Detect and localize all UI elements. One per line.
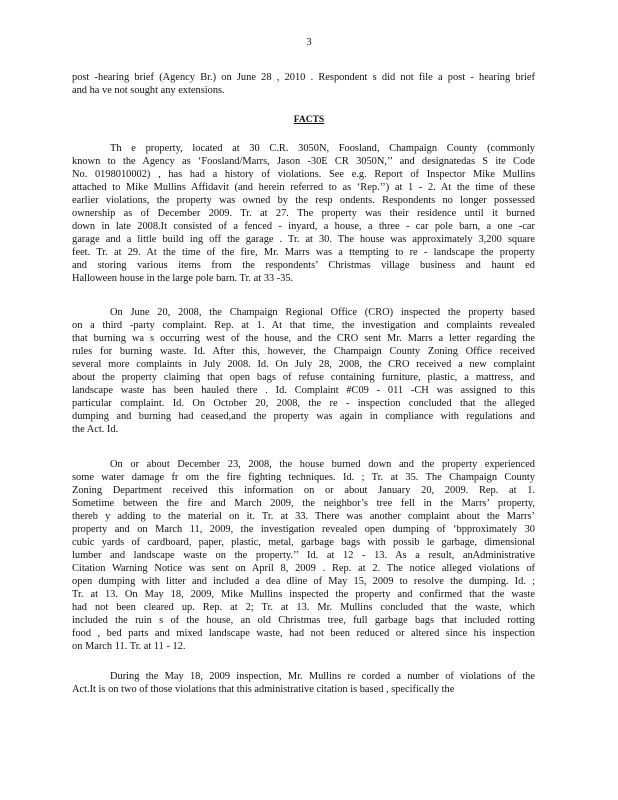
text-line: particular complaint. Id. On October 20, 2008, the re - inspection concluded that the alleged: [72, 398, 535, 409]
text-line: had not been cleared up. Rep. at 2; Tr. at 13. Mr. Mullins concluded that the waste, which: [72, 602, 535, 613]
text-line: on a third -party complaint. Rep. at 1. At that time, the investigation and complaints revealed: [72, 320, 535, 331]
text-line: During the May 18, 2009 inspection, Mr. Mullins re corded a number of violations of the: [110, 671, 535, 682]
text-line: Th e property, located at 30 C.R. 3050N, Foosland, Champaign County (commonly: [110, 143, 535, 154]
paragraph: [72, 670, 535, 696]
text-line: thereb y adding to the material on it. Tr. at 33. There was another complaint about the Marrs’: [72, 511, 535, 522]
text-line: known to the Agency as ‘Foosland/Marrs, Jason -30E CR 3050N,’’ and designatedas S ite Code: [72, 156, 535, 167]
paragraph: [72, 458, 535, 653]
paragraph: [72, 142, 535, 285]
text-line: rules for burning waste. Id. After this, however, the Champaign County Zoning Office received: [72, 346, 535, 357]
text-line: Citation Warning Notice was sent on April 8, 2009 . Rep. at 2. The notice alleged violations of: [72, 563, 535, 574]
text-line: ownership as of December 2009. Tr. at 27. The property was their residence until it burned: [72, 208, 535, 219]
text-line: on March 11. Tr. at 11 - 12.: [72, 641, 186, 652]
text-line: cubic yards of cardboard, paper, plastic, metal, garbage bags with possib le garbage, dimensional: [72, 537, 535, 548]
text-line: Tr. at 13. On May 18, 2009, Mike Mullins inspected the property and confirmed that the waste: [72, 589, 535, 600]
text-line: No. 0198010002) , has had a history of violations. See e.g. Report of Inspector Mike Mullins: [72, 169, 535, 180]
facts-heading: FACTS: [293, 115, 325, 125]
text-line: and ha ve not sought any extensions.: [72, 85, 225, 96]
text-line: On or about December 23, 2008, the house burned down and the property experienced: [110, 459, 535, 470]
text-line: Halloween house in the large pole barn. Tr. at 33 -35.: [72, 273, 294, 284]
text-line: that burning wa s occurring west of the house, and the CRO sent Mr. Marrs a letter regarding the: [72, 333, 535, 344]
text-line: On June 20, 2008, the Champaign Regional Office (CRO) inspected the property based: [110, 307, 535, 318]
text-line: lumber and landscape waste on the property.’’ Id. at 12 - 13. As a result, anAdministrative: [72, 550, 535, 561]
text-line: dumping and burning had ceased,and the property was again in compliance with regulations and: [72, 411, 535, 422]
paragraph: [72, 306, 535, 436]
text-line: post -hearing brief (Agency Br.) on June 28 , 2010 . Respondent s did not file a post - hearing brief: [72, 72, 535, 83]
text-line: earlier violations, the property was owned by the resp ondents. Respondents no longer possessed: [72, 195, 535, 206]
text-line: Sometime between the fire and March 2009, the neighbor’s tree fell in the Marrs’ property,: [72, 498, 535, 509]
text-line: about the property claiming that open bags of refuse containing furniture, plastic, a mattress, and: [72, 372, 535, 383]
text-line: Act.It is on two of those violations that this administrative citation is based , specifically the: [72, 684, 455, 695]
text-line: feet. Tr. at 29. At the time of the fire, Mr. Marrs was a ttempting to re - landscape the property: [72, 247, 535, 258]
text-line: garage and a little build ing off the garage . Tr. at 30. The house was approximately 3,200 square: [72, 234, 535, 245]
page-number: 3: [306, 37, 312, 48]
text-line: open dumping with litter and included a dea dline of May 15, 2009 to resolve the dumping. Id. ;: [72, 576, 535, 587]
text-line: the Act. Id.: [72, 424, 119, 435]
text-line: and storing various items from the respondents’ Christmas village business and haunt ed: [72, 260, 535, 271]
text-line: property and on March 11, 2009, the investigation revealed open dumping of ‘bpproximately 30: [72, 524, 535, 535]
text-line: several more complaints in July 2008. Id. On July 28, 2008, the CRO received a new complaint: [72, 359, 535, 370]
text-line: attached to Mike Mullins Affidavit (and herein referred to as ‘Rep.’’) at 1 - 2. At the time of these: [72, 182, 535, 193]
text-line: Zoning Department received this information on or about January 20, 2009. Rep. at 1.: [72, 485, 535, 496]
text-line: down in late 2008.It consisted of a fenced - inyard, a house, a three - car pole barn, a one -car: [72, 221, 535, 232]
text-line: some water damage fr om the fire fighting techniques. Id. ; Tr. at 35. The Champaign County: [72, 472, 535, 483]
text-line: included the ruin s of the house, an old Christmas tree, full garbage bags that included rotting: [72, 615, 535, 626]
paragraph: [72, 71, 535, 97]
text-line: landscape waste has been hauled there . Id. Complaint #C09 - 011 -CH was assigned to this: [72, 385, 535, 396]
text-line: food , bed parts and mixed landscape waste, had not been reduced or altered since his inspection: [72, 628, 535, 639]
